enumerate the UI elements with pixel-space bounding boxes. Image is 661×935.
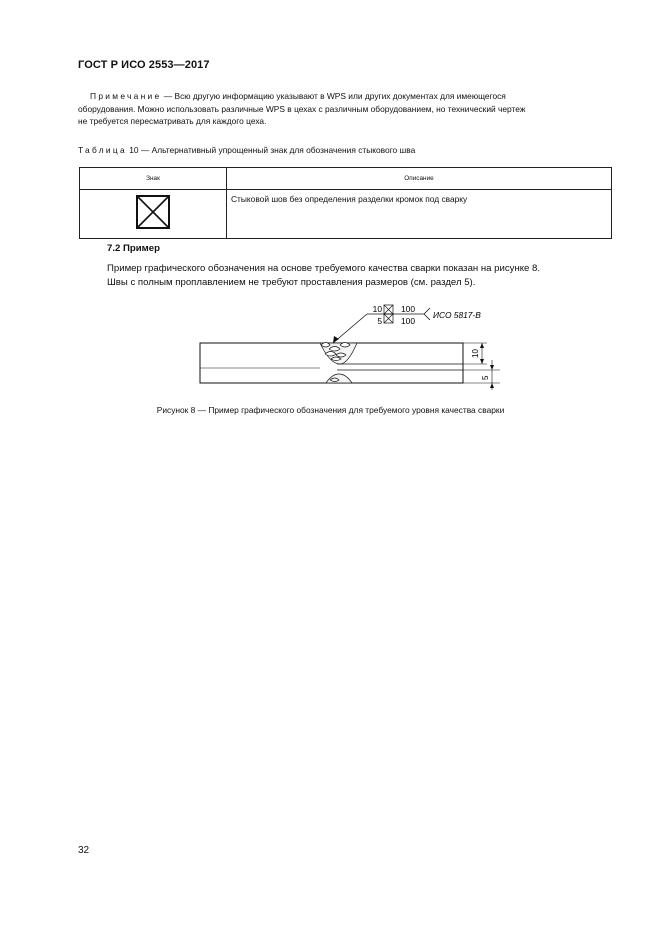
symbol-cell [80, 190, 227, 239]
note-label: Примечание [90, 91, 162, 101]
table-caption-text: 10 — Альтернативный упрощенный знак для обозначения стыкового шва [126, 145, 416, 155]
upper-depth-label: 10 [372, 304, 382, 314]
upper-weld-bead [320, 343, 357, 365]
figure-weld-drawing [160, 298, 500, 390]
leader-arrow-icon [333, 336, 339, 343]
symbol-table [79, 167, 612, 239]
table-caption [78, 145, 415, 155]
lower-length-label: 100 [401, 316, 415, 326]
table-caption-label: Таблица [78, 145, 127, 155]
figure-caption: Рисунок 8 — Пример графического обозначения для требуемого уровня качества сварки [156, 405, 505, 415]
document-header: ГОСТ Р ИСО 2553—2017 [78, 59, 210, 71]
lower-weld-bead [326, 374, 352, 383]
note-paragraph [78, 90, 616, 128]
tail-lower [424, 314, 430, 320]
lower-dimension-label: 5 [481, 375, 490, 380]
table-row [80, 190, 612, 239]
tail-reference-label: ИСО 5817-B [433, 310, 481, 320]
tail-upper [424, 308, 430, 314]
square-cross-weld-symbol-icon [136, 195, 170, 229]
section-title: 7.2 Пример [107, 243, 160, 254]
section-paragraph [107, 262, 627, 290]
column-header-description: Описание [227, 168, 612, 190]
page-number: 32 [78, 845, 90, 856]
upper-length-label: 100 [401, 304, 415, 314]
lower-depth-label: 5 [377, 316, 382, 326]
column-header-symbol: Знак [80, 168, 227, 190]
description-cell: Стыковой шов без определения разделки кромок под сварку [227, 190, 612, 239]
table-header-row [80, 168, 612, 190]
section-line-2: Швы с полным проплавлением не требуют проставления размеров (см. раздел 5). [107, 277, 476, 288]
section-line-1: Пример графического обозначения на основе требуемого качества сварки показан на рисунке 8. [107, 263, 541, 274]
note-text-1: — Всю другую информацию указывают в WPS или других документах для имеющегося [161, 91, 506, 101]
note-text-2: оборудования. Можно использовать различные WPS в цехах с различным оборудованием, но технический чертеж [78, 103, 526, 114]
note-text-3: не требуется пересматривать для каждого цеха. [78, 116, 267, 127]
note-line-1 [78, 90, 616, 103]
upper-dimension-label: 10 [471, 349, 480, 358]
